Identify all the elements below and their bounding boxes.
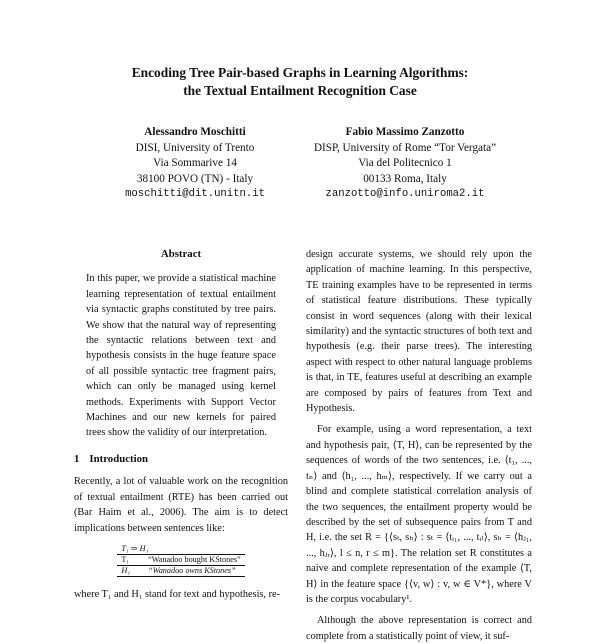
author-city: 38100 POVO (TN) - Italy bbox=[136, 172, 254, 185]
author-block-1 bbox=[85, 125, 305, 203]
intro-paragraph-1: Recently, a lot of valuable work on the recognition of textual entailment (RTE) has been carried out (Bar Haim et al., 2006). The aim is to detect implications between sentences like: bbox=[74, 476, 288, 534]
author-name: Alessandro Moschitti bbox=[144, 126, 246, 138]
example-label: H₁ bbox=[117, 565, 134, 576]
title-line-2: the Textual Entailment Recognition Case bbox=[183, 83, 417, 98]
section-title: Introduction bbox=[89, 452, 149, 465]
abstract-heading: Abstract bbox=[160, 248, 202, 260]
paper-title bbox=[60, 64, 540, 100]
example-sentence: “Wanadoo owns KStones” bbox=[134, 565, 245, 576]
example-label: T₁ bbox=[117, 554, 134, 565]
abstract-text: In this paper, we provide a statistical machine learning representation of textual entailment via syntactic graphs constituted by tree pairs. We show that the natural way of representing the syntactic relations between text and hypothesis consists in the huge feature space of all possible syntactic tree fragment pairs, which can only be managed using kernel methods. Experiments with Support Vector Machines and our new kernels for paired trees show the validity of our interpretation. bbox=[86, 273, 276, 439]
body-paragraph-2: For example, using a word representation, a text and hypothesis pair, ⟨T, H⟩, can be represented by the sequences of words of the two sentences, i.e. ⟨t₁, ..., tₙ⟩ and ⟨h₁, ..., hₘ⟩, respectively. If we carry out a blind and complete statistical correlation analysis of the two sequences, the entailment property would be described by the set of subsequence pairs from T and H, i.e. the set R = {⟨sₜ, sₕ⟩ : sₜ = ⟨tᵢ₁, ..., tᵢₗ⟩, sₕ = ⟨hⱼ₁, ..., hⱼᵣ⟩, l ≤ n, r ≤ m}. The relation set R constitutes a naive and complete representation of the example ⟨T, H⟩ in the feature space {⟨v, w⟩ : v, w ∈ V*}, where V is the corpus vocabulary¹. bbox=[306, 424, 532, 605]
author-email[interactable]: zanzotto@info.uniroma2.it bbox=[325, 188, 485, 200]
right-column bbox=[306, 247, 532, 644]
author-name: Fabio Massimo Zanzotto bbox=[345, 126, 465, 138]
title-line-1: Encoding Tree Pair-based Graphs in Learning Algorithms: bbox=[131, 65, 469, 80]
body-paragraph-1: design accurate systems, we should rely upon the application of machine learning. In this perspective, TE training examples have to be represented in terms of statistical feature distributions. These typically consist in word sequences (along with their lexical similarity) and the syntactic structures of both text and hypothesis (e.g. their parse trees). The interesting aspect with respect to other natural language problems is that, in TE, features useful at describing an example are composed by pairs of features from Text and Hypothesis. bbox=[306, 249, 532, 415]
example-table bbox=[117, 544, 244, 577]
example-sentence: “Wanadoo bought KStones” bbox=[134, 554, 245, 565]
left-column bbox=[74, 247, 288, 602]
author-email[interactable]: moschitti@dit.unitn.it bbox=[125, 188, 265, 200]
intro-paragraph-2: where T₁ and H₁ stand for text and hypothesis, re- bbox=[74, 588, 281, 600]
author-affiliation: DISI, University of Trento bbox=[135, 141, 255, 154]
section-heading-introduction bbox=[74, 452, 288, 467]
author-city: 00133 Roma, Italy bbox=[363, 172, 447, 185]
author-block-2 bbox=[285, 125, 525, 203]
author-street: Via del Politecnico 1 bbox=[358, 157, 452, 169]
example-header: T₁ ⇒ H₁ bbox=[117, 544, 244, 555]
body-paragraph-3: Although the above representation is correct and complete from a statistically point of view, it suf- bbox=[306, 615, 532, 642]
section-number: 1 bbox=[74, 452, 80, 465]
author-affiliation: DISP, University of Rome “Tor Vergata” bbox=[313, 141, 497, 154]
author-street: Via Sommarive 14 bbox=[153, 157, 237, 169]
